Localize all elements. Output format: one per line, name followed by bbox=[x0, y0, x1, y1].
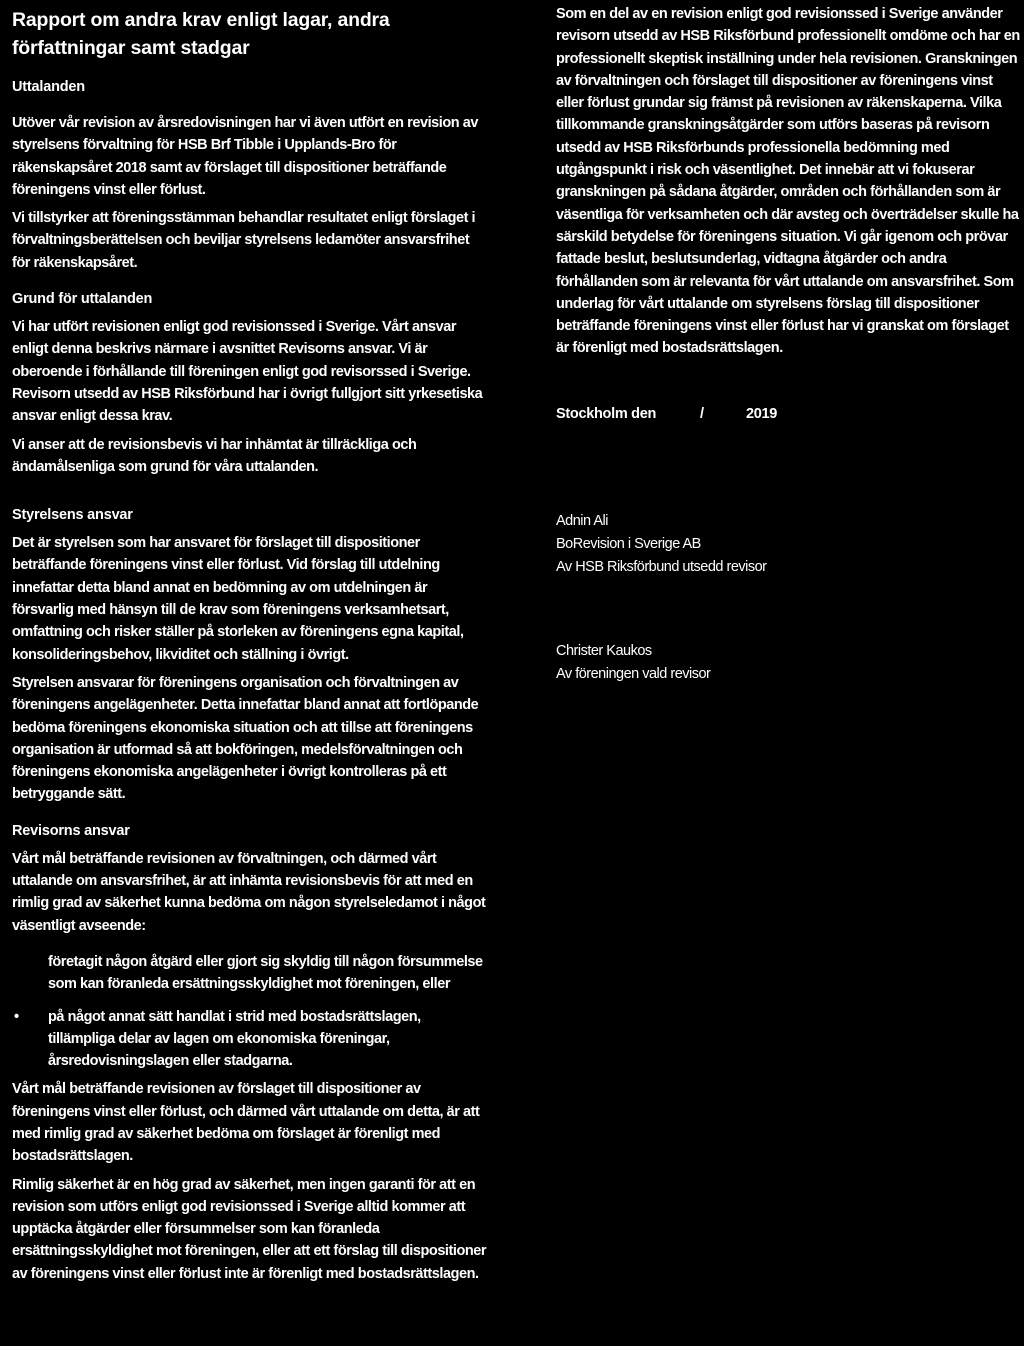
signature-block-2 bbox=[556, 640, 1020, 687]
date-year: 2019 bbox=[746, 405, 778, 422]
heading-grund: Grund för uttalanden bbox=[12, 291, 153, 308]
date-place: Stockholm den bbox=[556, 405, 657, 422]
revisorn-paragraph-1: Vårt mål beträffande revisionen av förvaltningen, och därmed vårt uttalande om ansvarsfrihet, är att inhämta revisionsbevis för att med en rimlig grad av säkerhet kunna bedöma om någon styrelseledamot i något väsentligt avseende: bbox=[12, 850, 486, 934]
revisorn-bullet-list bbox=[12, 951, 487, 1072]
uttalanden-paragraph-2: Vi tillstyrker att föreningsstämman behandlar resultatet enligt förslaget i förvaltningsberättelsen och beviljar styrelsens ledamöter ansvarsfrihet för räkenskapsåret. bbox=[12, 210, 476, 271]
list-item bbox=[12, 1006, 487, 1073]
heading-styrelsens-ansvar: Styrelsens ansvar bbox=[12, 507, 133, 524]
left-column bbox=[12, 0, 487, 1285]
right-paragraph-1: Som en del av en revision enligt god revisionssed i Sverige använder revisorn utsedd av HSB Riksförbund professionellt omdöme och har en professionellt skeptisk inställning under hela revisionen. Granskningen av förvaltningen och förslaget till dispositioner av föreningens vinst eller förlust grundar sig främst på revisionen av räkenskaperna. Vilka tillkommande granskningsåtgärder som utförs baseras på revisorn utsedd av HSB Riksförbunds professionella bedömning med utgångspunkt i risk och väsentlighet. Det innebär att vi fokuserar granskningen på sådana åtgärder, områden och förhållanden som är väsentliga för verksamheten och där avsteg och överträdelser skulle ha särskild betydelse för föreningens situation. Vi går igenom och prövar fattade beslut, beslutsunderlag, vidtagna åtgärder och andra förhållanden som är relevanta för vårt uttalande om ansvarsfrihet. Som underlag för vårt uttalande om styrelsens förslag till dispositioner beträffande föreningens vinst eller förlust har vi granskat om förslaget är förenligt med bostadsrättslagen. bbox=[556, 6, 1020, 357]
styrelsen-paragraph-2: Styrelsen ansvarar för föreningens organisation och förvaltningen av föreningens angelägenheter. Detta innefattar bland annat att fortlöpande bedöma föreningens ekonomiska situation och att tillse att föreningens organisation är utformad så att bokföringen, medelsförvaltningen och föreningens ekonomiska angelägenheter i övrigt kontrolleras på ett betryggande sätt. bbox=[12, 674, 479, 803]
heading-uttalanden: Uttalanden bbox=[12, 79, 85, 95]
signature-block-1 bbox=[556, 510, 1020, 580]
date-line bbox=[556, 406, 1020, 422]
signer-2-name: Christer Kaukos bbox=[556, 642, 652, 659]
signer-2-role: Av föreningen vald revisor bbox=[556, 665, 711, 682]
right-column bbox=[556, 0, 1020, 686]
signer-1-role: Av HSB Riksförbund utsedd revisor bbox=[556, 559, 767, 576]
bullet-text: företagit någon åtgärd eller gjort sig skyldig till någon försummelse som kan föranleda ersättningsskyldighet mot föreningen, eller bbox=[48, 953, 483, 993]
styrelsen-paragraph-1: Det är styrelsen som har ansvaret för förslaget till dispositioner beträffande föreningens vinst eller förlust. Vid förslag till utdelning innefattar detta bland annat en bedömning av om utdelningen är försvarlig med hänsyn till de krav som föreningens verksamhetsart, omfattning och risker ställer på storleken av föreningens egna kapital, konsolideringsbehov, likviditet och ställning i övrigt. bbox=[12, 535, 464, 663]
bullet-text: på något annat sätt handlat i strid med bostadsrättslagen, tillämpliga delar av lagen om ekonomiska föreningar, årsredovisningslagen eller stadgarna. bbox=[48, 1008, 421, 1070]
signer-1-company: BoRevision i Sverige AB bbox=[556, 536, 701, 553]
heading-revisorns-ansvar: Revisorns ansvar bbox=[12, 822, 130, 839]
revisorn-paragraph-3: Rimlig säkerhet är en hög grad av säkerhet, men ingen garanti för att en revision som utförs enligt god revisionssed i Sverige alltid kommer att upptäcka åtgärder eller försummelser som kan föranleda ersättningsskyldighet mot föreningen, eller att ett förslag till dispositioner av föreningens vinst eller förlust inte är förenligt med bostadsrättslagen. bbox=[12, 1176, 487, 1282]
list-item bbox=[12, 951, 487, 996]
grund-paragraph-2: Vi anser att de revisionsbevis vi har inhämtat är tillräckliga och ändamålsenliga som grund för våra uttalanden. bbox=[12, 436, 417, 475]
grund-paragraph-1: Vi har utfört revisionen enligt god revisionssed i Sverige. Vårt ansvar enligt denna beskrivs närmare i avsnittet Revisorns ansvar. Vi är oberoende i förhållande till föreningen enligt god revisorssed i Sverige. Revisorn utsedd av HSB Riksförbund har i övrigt fullgjort sitt yrkesetiska ansvar enligt dessa krav. bbox=[12, 319, 483, 425]
revisorn-paragraph-2: Vårt mål beträffande revisionen av förslaget till dispositioner av föreningens vinst eller förlust, och därmed vårt uttalande om detta, är att med rimlig grad av säkerhet bedöma om förslaget är förenligt med bostadsrättslagen. bbox=[12, 1081, 480, 1165]
date-slash: / bbox=[700, 405, 704, 422]
uttalanden-paragraph-1: Utöver vår revision av årsredovisningen har vi även utfört en revision av styrelsens förvaltning för HSB Brf Tibble i Upplands-Bro för räkenskapsåret 2018 samt av förslaget till dispositioner beträffande föreningens vinst eller förlust. bbox=[12, 115, 478, 198]
signer-1-name: Adnin Ali bbox=[556, 512, 608, 529]
report-title: Rapport om andra krav enligt lagar, andra författningar samt stadgar bbox=[12, 9, 390, 59]
bullet-marker: • bbox=[14, 1008, 19, 1025]
